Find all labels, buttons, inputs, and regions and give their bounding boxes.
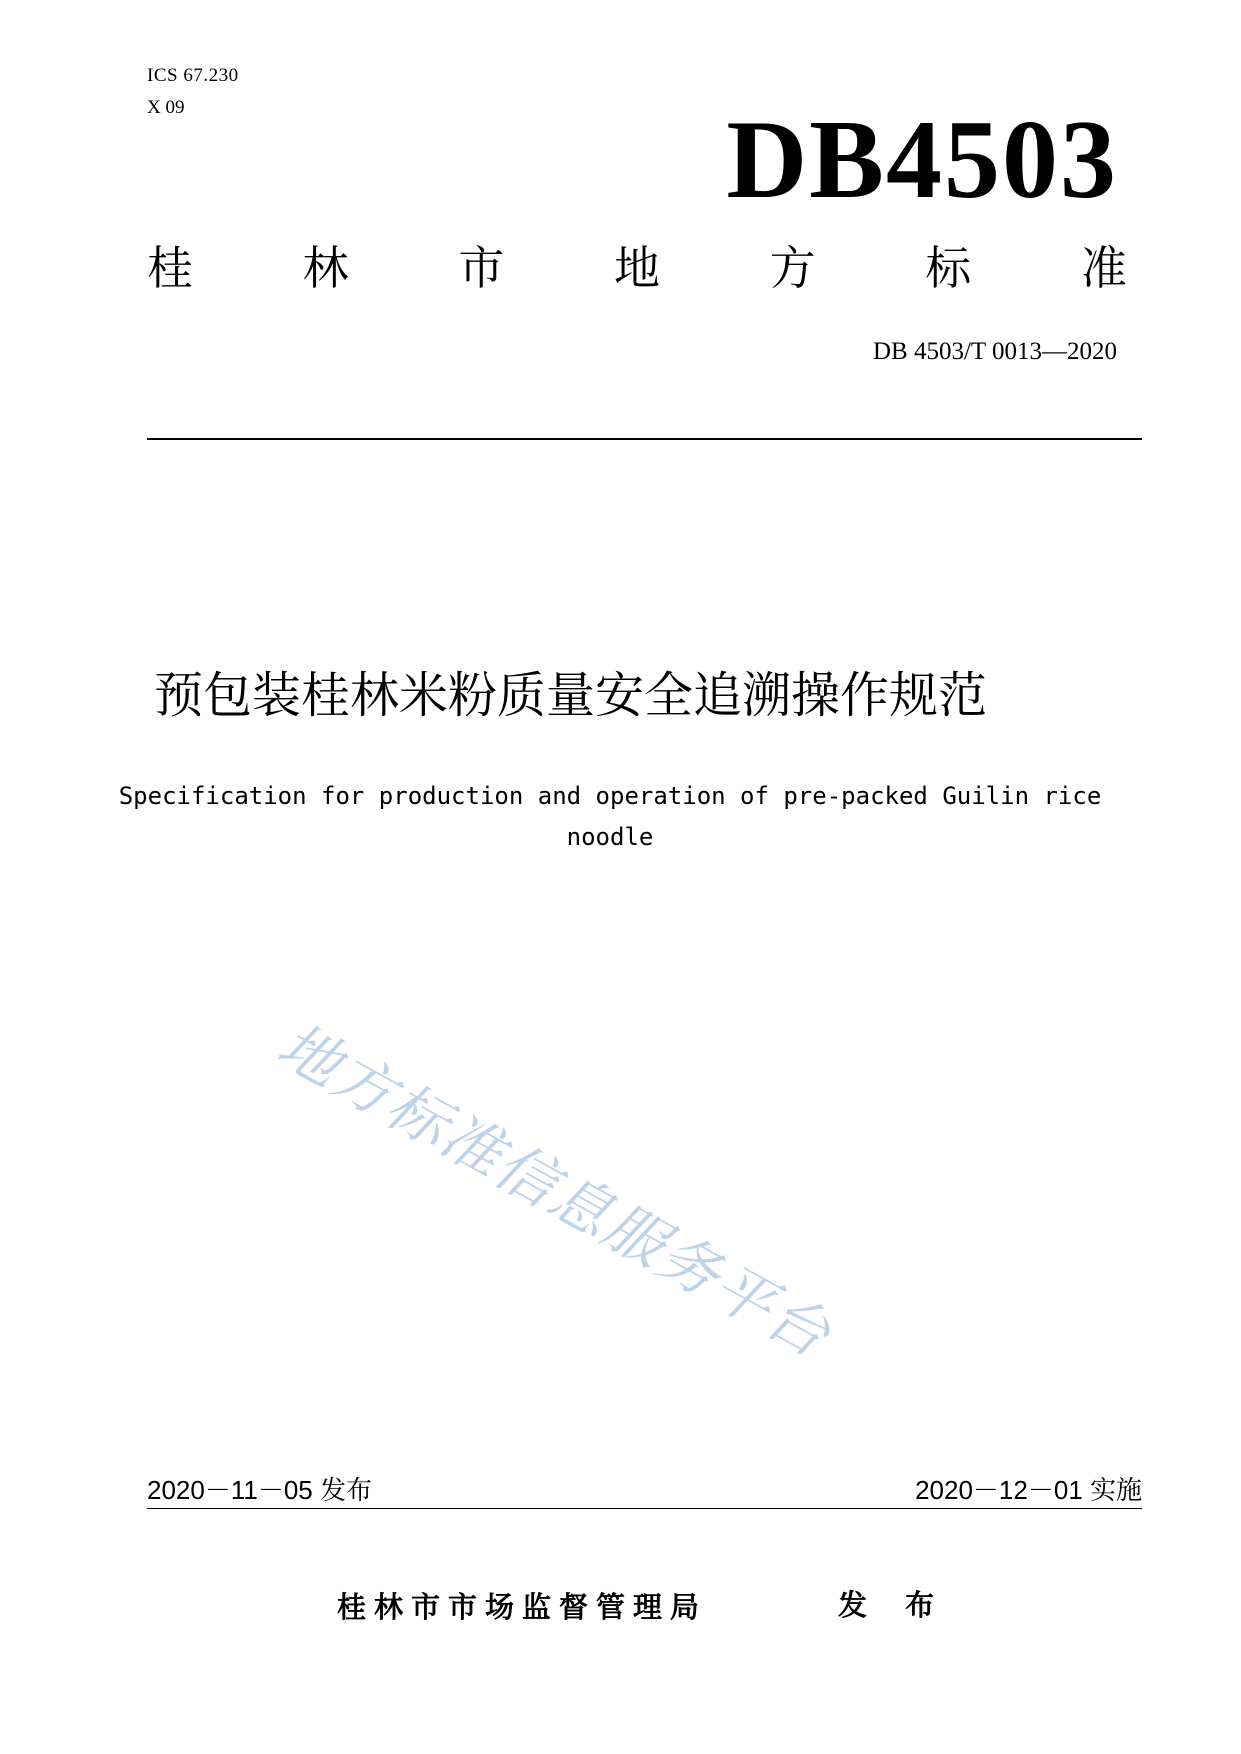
standard-type-char: 市 <box>458 241 505 295</box>
standard-type-char: 准 <box>1080 241 1127 295</box>
standard-type-char: 方 <box>769 241 816 295</box>
issue-label: 发 布 <box>838 1588 949 1622</box>
standard-type-char: 林 <box>302 241 349 295</box>
top-divider <box>147 438 1142 440</box>
title-english: Specification for production and operation of pre-packed Guilin rice noodle <box>118 782 1102 851</box>
publish-date: 2020－11－05 发布 <box>147 1475 372 1505</box>
watermark: 地方标准信息服务平台 <box>266 1010 843 1372</box>
issuing-authority: 桂林市市场监督管理局 <box>337 1590 708 1624</box>
standard-code: DB4503 <box>726 98 1118 222</box>
ics-code: ICS 67.230 <box>147 65 239 86</box>
standard-number: DB 4503/T 0013—2020 <box>873 338 1117 365</box>
classification-code: X 09 <box>147 97 185 118</box>
implementation-date: 2020－12－01 实施 <box>915 1475 1142 1505</box>
bottom-divider <box>147 1508 1142 1509</box>
standard-type-char: 标 <box>925 241 972 295</box>
standard-type-char: 地 <box>613 241 660 295</box>
standard-type <box>147 240 1127 296</box>
standard-type-char: 桂 <box>147 241 193 295</box>
title-chinese: 预包装桂林米粉质量安全追溯操作规范 <box>153 667 987 724</box>
